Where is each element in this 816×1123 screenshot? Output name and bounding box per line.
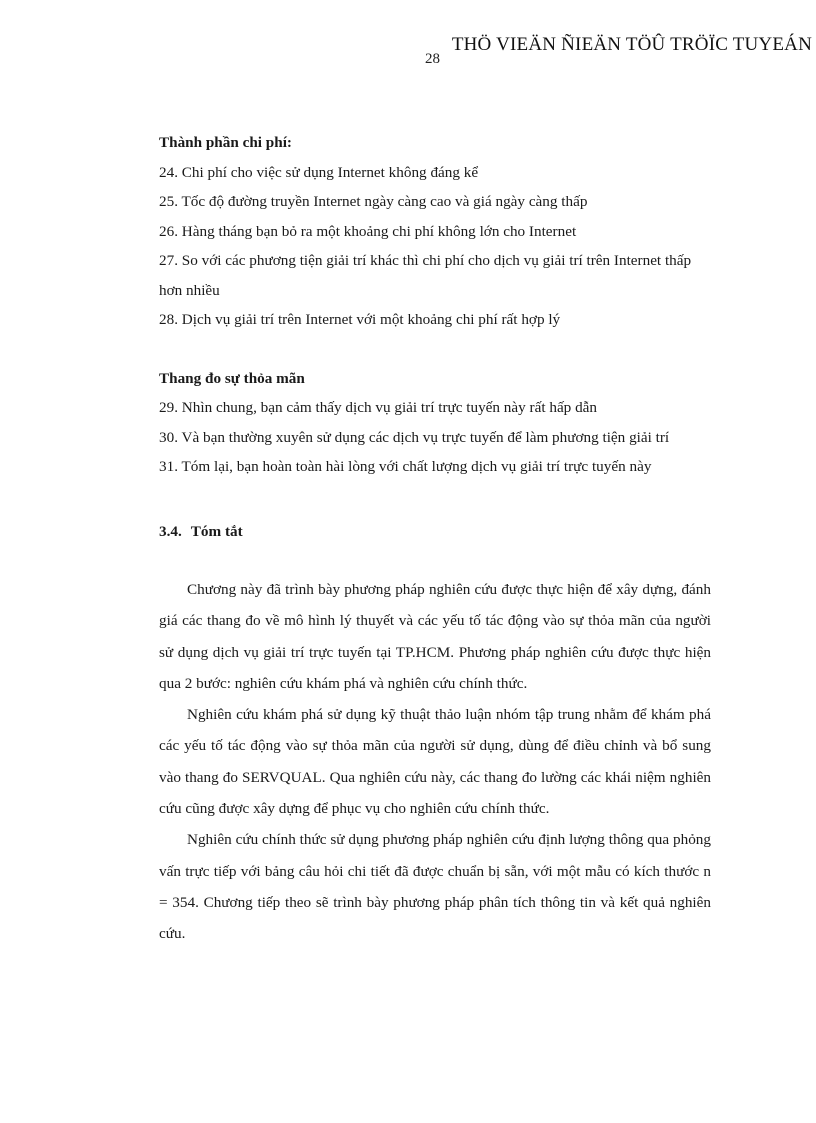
cost-section-heading: Thành phần chi phí: [159, 134, 292, 151]
survey-item-28: 28. Dịch vụ giải trí trên Internet với một khoảng chi phí rất hợp lý [159, 311, 561, 328]
section-spacer [159, 482, 711, 511]
summary-section-title: Tóm tắt [190, 522, 243, 540]
summary-paragraph-1: Chương này đã trình bày phương pháp nghiên cứu được thực hiện để xây dựng, đánh giá các thang đo về mô hình lý thuyết và các yếu tố tác động vào sự thỏa mãn của người sử dụng dịch vụ giải trí trực tuyến tại TP.HCM. Phương pháp nghiên cứu được thực hiện qua 2 bước: nghiên cứu khám phá và nghiên cứu chính thức. [159, 581, 711, 692]
document-body [159, 128, 711, 950]
section-spacer [159, 546, 711, 574]
summary-section-heading [159, 511, 711, 547]
satisfaction-section-heading: Thang đo sự thỏa mãn [159, 369, 305, 387]
survey-item-31: 31. Tóm lại, bạn hoàn toàn hài lòng với chất lượng dịch vụ giải trí trực tuyến này [159, 458, 652, 475]
library-watermark: THÖ VIEÄN ÑIEÄN TÖÛ TRÖÏC TUYEÁN [451, 34, 812, 55]
section-spacer [159, 335, 711, 364]
survey-item-24: 24. Chi phí cho việc sử dụng Internet không đáng kể [159, 163, 479, 181]
summary-section-number: 3.4. [159, 522, 182, 540]
survey-item-30: 30. Và bạn thường xuyên sử dụng các dịch vụ trực tuyến để làm phương tiện giải trí [159, 428, 670, 446]
survey-item-29: 29. Nhìn chung, bạn cảm thấy dịch vụ giải trí trực tuyến này rất hấp dẫn [159, 399, 597, 416]
survey-item-27: 27. So với các phương tiện giải trí khác thì chi phí cho dịch vụ giải trí trên Internet thấp hơn nhiều [159, 252, 692, 299]
summary-paragraph-3: Nghiên cứu chính thức sử dụng phương pháp nghiên cứu định lượng thông qua phỏng vấn trực tiếp với bảng câu hỏi chi tiết đã được chuẩn bị sẵn, với một mẫu có kích thước n = 354. Chương tiếp theo sẽ trình bày phương pháp phân tích thông tin và kết quả nghiên cứu. [159, 831, 711, 943]
summary-paragraph-2: Nghiên cứu khám phá sử dụng kỹ thuật thảo luận nhóm tập trung nhằm để khám phá các yếu tố tác động vào sự thỏa mãn của người sử dụng, dùng để điều chỉnh và bổ sung vào thang đo SERVQUAL. Qua nghiên cứu này, các thang đo lường các khái niệm nghiên cứu cũng được xây dựng để phục vụ cho nghiên cứu chính thức. [159, 706, 711, 818]
page-number: 28 [425, 51, 440, 67]
survey-item-26: 26. Hàng tháng bạn bỏ ra một khoảng chi phí không lớn cho Internet [159, 222, 577, 240]
survey-item-25: 25. Tốc độ đường truyền Internet ngày càng cao và giá ngày càng thấp [159, 193, 588, 210]
